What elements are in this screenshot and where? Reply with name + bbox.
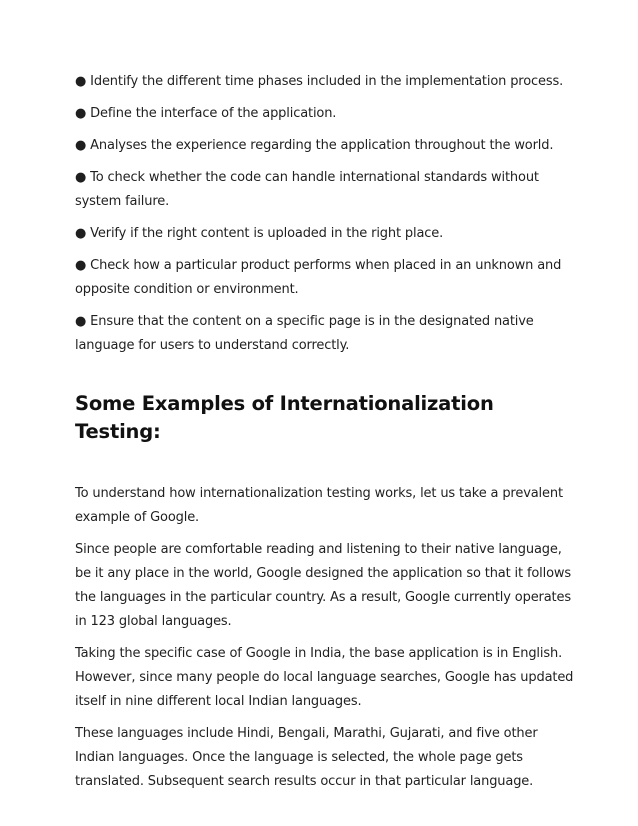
- bullet-item: ● Analyses the experience regarding the application throughout the world.: [75, 138, 554, 153]
- paragraph: Since people are comfortable reading and listening to their native language, be it any place in the world, Google designed the application so that it follows the languages in the particular country. As a result, Google currently operates in 123 global languages.: [75, 542, 572, 629]
- paragraph: Taking the specific case of Google in India, the base application is in English. However, since many people do local language searches, Google has updated itself in nine different local Indian languages.: [75, 646, 574, 709]
- bullet-item: ● Ensure that the content on a specific page is in the designated native language for users to understand correctly.: [75, 314, 534, 353]
- bullet-list: [75, 70, 575, 358]
- section-body: [75, 482, 575, 794]
- bullet-item: ● To check whether the code can handle international standards without system failure.: [75, 170, 539, 209]
- bullet-item: ● Verify if the right content is uploaded in the right place.: [75, 226, 444, 241]
- section-heading: Some Examples of Internationalization Testing:: [75, 392, 494, 443]
- bullet-item: ● Define the interface of the application.: [75, 106, 337, 121]
- bullet-item: ● Identify the different time phases included in the implementation process.: [75, 74, 564, 89]
- document-page: [75, 70, 575, 802]
- paragraph: To understand how internationalization testing works, let us take a prevalent example of Google.: [75, 486, 563, 525]
- bullet-item: ● Check how a particular product performs when placed in an unknown and opposite condition or environment.: [75, 258, 562, 297]
- paragraph: These languages include Hindi, Bengali, Marathi, Gujarati, and five other Indian languages. Once the language is selected, the whole page gets translated. Subsequent search results occur in that particular language.: [75, 726, 538, 789]
